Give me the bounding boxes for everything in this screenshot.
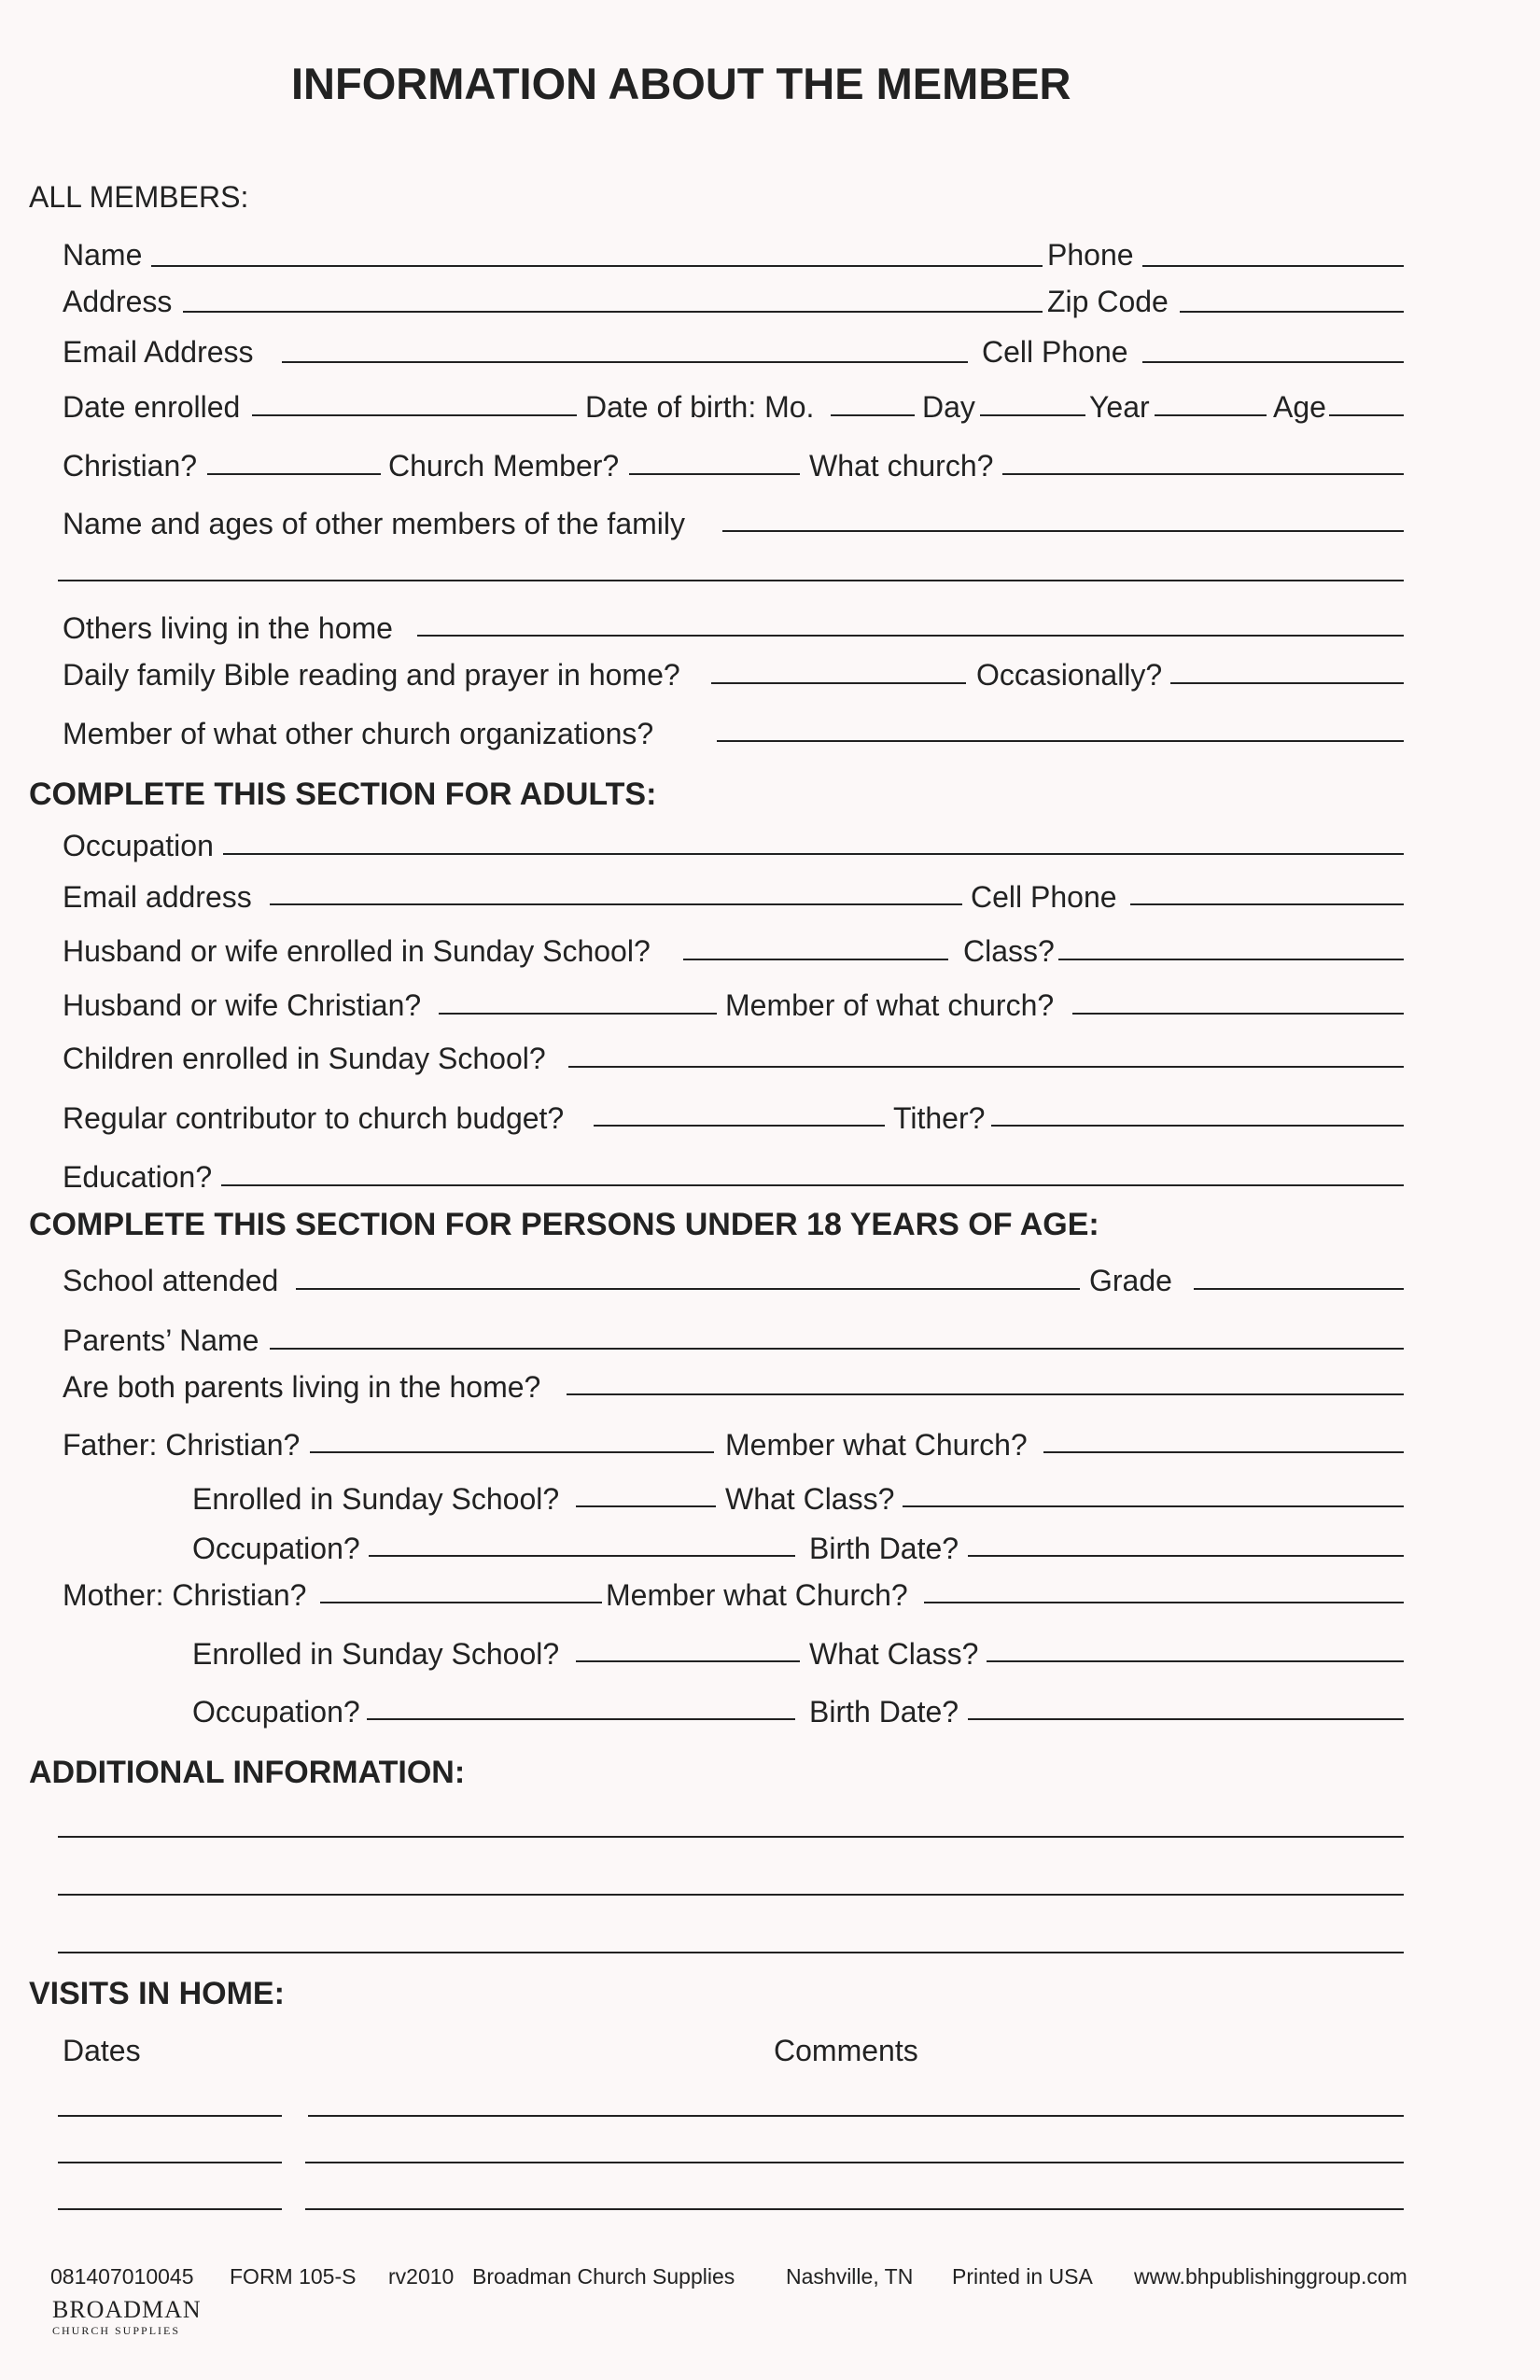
footer-code: 081407010045 [50,2264,194,2289]
church-member-field[interactable] [629,473,800,475]
father-birth-date-label: Birth Date? [809,1532,959,1565]
others-living-label: Others living in the home [63,611,393,645]
minors-section-heading: COMPLETE THIS SECTION FOR PERSONS UNDER 18 YEARS OF AGE: [29,1207,1099,1242]
logo-subtitle: CHURCH SUPPLIES [52,2324,181,2337]
father-occupation-field[interactable] [369,1555,795,1557]
occasionally-field[interactable] [1170,682,1404,684]
occupation-field[interactable] [223,853,1404,855]
address-label: Address [63,285,173,318]
comments-column-label: Comments [774,2034,918,2067]
other-orgs-field[interactable] [717,740,1404,742]
both-parents-field[interactable] [567,1393,1404,1395]
regular-contributor-field[interactable] [594,1125,885,1127]
father-what-class-label: What Class? [725,1482,895,1516]
form-title: INFORMATION ABOUT THE MEMBER [291,59,1071,108]
tither-label: Tither? [893,1101,986,1135]
birth-day-field[interactable] [980,414,1085,416]
cell-phone-field[interactable] [1142,361,1404,363]
member-what-church-field[interactable] [1072,1013,1404,1015]
father-christian-label: Father: Christian? [63,1428,301,1462]
footer-revision: rv2010 [388,2264,455,2289]
grade-field[interactable] [1194,1288,1404,1290]
spouse-christian-field[interactable] [439,1013,717,1015]
visits-heading: VISITS IN HOME: [29,1976,285,2011]
visit-date-field-3[interactable] [58,2208,282,2210]
mother-member-church-label: Member what Church? [606,1578,908,1612]
additional-info-line-1[interactable] [58,1836,1404,1838]
additional-info-line-3[interactable] [58,1952,1404,1953]
father-enrolled-label: Enrolled in Sunday School? [192,1482,560,1516]
year-label: Year [1089,390,1150,424]
parents-name-label: Parents’ Name [63,1323,259,1357]
age-field[interactable] [1329,414,1404,416]
mother-what-class-label: What Class? [809,1637,979,1671]
mother-birth-date-label: Birth Date? [809,1695,959,1729]
visit-comment-field-1[interactable] [308,2115,1404,2117]
father-occupation-label: Occupation? [192,1532,360,1565]
footer-website: www.bhpublishinggroup.com [1134,2264,1407,2289]
tither-field[interactable] [991,1125,1404,1127]
date-of-birth-label: Date of birth: Mo. [585,390,815,424]
name-label: Name [63,238,143,272]
phone-label: Phone [1047,238,1134,272]
birth-month-field[interactable] [831,414,915,416]
class-label: Class? [963,934,1055,968]
zip-code-field[interactable] [1180,311,1404,313]
additional-info-heading: ADDITIONAL INFORMATION: [29,1755,466,1790]
occupation-label: Occupation [63,829,214,862]
other-orgs-label: Member of what other church organizations? [63,717,654,750]
both-parents-label: Are both parents living in the home? [63,1370,541,1404]
birth-year-field[interactable] [1155,414,1267,416]
children-enrolled-field[interactable] [568,1066,1404,1068]
date-enrolled-field[interactable] [252,414,577,416]
age-label: Age [1273,390,1326,424]
spouse-sunday-school-label: Husband or wife enrolled in Sunday School? [63,934,651,968]
school-attended-field[interactable] [296,1288,1080,1290]
adult-cell-phone-label: Cell Phone [971,880,1117,914]
footer-printed: Printed in USA [952,2264,1093,2289]
parents-name-field[interactable] [270,1348,1404,1350]
father-what-class-field[interactable] [903,1505,1404,1507]
mother-member-church-field[interactable] [924,1602,1404,1603]
visit-comment-field-2[interactable] [305,2162,1404,2163]
adults-section-heading: COMPLETE THIS SECTION FOR ADULTS: [29,777,657,812]
church-member-label: Church Member? [388,449,620,483]
all-members-heading: ALL MEMBERS: [29,180,249,214]
mother-enrolled-field[interactable] [576,1660,800,1662]
mother-christian-field[interactable] [320,1602,602,1603]
family-members-label: Name and ages of other members of the family [63,507,685,540]
christian-label: Christian? [63,449,198,483]
footer-publisher: Broadman Church Supplies [472,2264,735,2289]
others-living-field[interactable] [417,635,1404,637]
day-label: Day [922,390,975,424]
family-members-field-line-2[interactable] [58,580,1404,581]
footer-form-number: FORM 105-S [230,2264,357,2289]
mother-occupation-field[interactable] [367,1718,795,1720]
grade-label: Grade [1089,1264,1172,1297]
address-field[interactable] [183,311,1043,313]
what-church-field[interactable] [1002,473,1404,475]
visit-date-field-2[interactable] [58,2162,282,2163]
spouse-christian-label: Husband or wife Christian? [63,988,422,1022]
mother-birth-date-field[interactable] [968,1718,1404,1720]
dates-column-label: Dates [63,2034,141,2067]
father-christian-field[interactable] [310,1451,714,1453]
adult-email-field[interactable] [270,903,962,905]
visit-date-field-1[interactable] [58,2115,282,2117]
education-field[interactable] [221,1184,1404,1186]
mother-enrolled-label: Enrolled in Sunday School? [192,1637,560,1671]
logo-wordmark: BROADMAN [52,2296,202,2323]
email-address-label: Email Address [63,335,254,369]
zip-code-label: Zip Code [1047,285,1169,318]
daily-bible-label: Daily family Bible reading and prayer in home? [63,658,680,692]
mother-christian-label: Mother: Christian? [63,1578,307,1612]
regular-contributor-label: Regular contributor to church budget? [63,1101,565,1135]
phone-field[interactable] [1142,265,1404,267]
adult-email-label: Email address [63,880,252,914]
spouse-sunday-school-field[interactable] [683,959,948,960]
visit-comment-field-3[interactable] [305,2208,1404,2210]
daily-bible-field[interactable] [711,682,966,684]
mother-occupation-label: Occupation? [192,1695,360,1729]
email-address-field[interactable] [282,361,968,363]
name-field[interactable] [151,265,1043,267]
cell-phone-label: Cell Phone [982,335,1128,369]
father-member-church-field[interactable] [1043,1451,1404,1453]
family-members-field[interactable] [722,530,1404,532]
father-member-church-label: Member what Church? [725,1428,1028,1462]
christian-field[interactable] [207,473,381,475]
children-enrolled-label: Children enrolled in Sunday School? [63,1042,546,1075]
additional-info-line-2[interactable] [58,1894,1404,1896]
class-field[interactable] [1058,959,1404,960]
adult-cell-phone-field[interactable] [1130,903,1404,905]
father-birth-date-field[interactable] [968,1555,1404,1557]
occasionally-label: Occasionally? [976,658,1163,692]
footer-city: Nashville, TN [786,2264,914,2289]
father-enrolled-field[interactable] [576,1505,716,1507]
broadman-logo [52,2298,202,2338]
education-label: Education? [63,1160,213,1194]
member-what-church-label: Member of what church? [725,988,1055,1022]
mother-what-class-field[interactable] [987,1660,1404,1662]
what-church-label: What church? [809,449,994,483]
date-enrolled-label: Date enrolled [63,390,241,424]
school-attended-label: School attended [63,1264,279,1297]
